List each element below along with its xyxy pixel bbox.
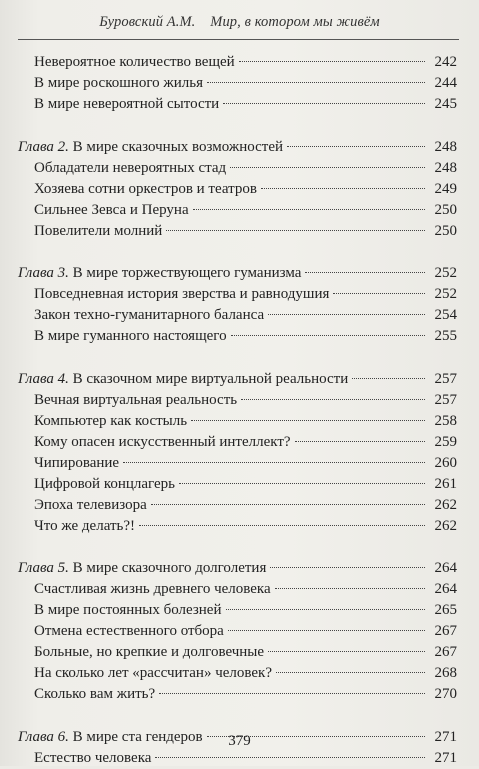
toc-page-number: 244 xyxy=(434,75,457,91)
toc-entry-text xyxy=(34,684,155,705)
toc-page-number: 267 xyxy=(434,623,457,639)
toc-entry-title: Естество человека xyxy=(34,749,152,766)
toc-page-number: 249 xyxy=(434,180,457,197)
toc-page-number: 252 xyxy=(434,265,457,281)
toc-page-number: 254 xyxy=(434,307,457,323)
toc-section-entry xyxy=(0,73,479,94)
toc-entry-title: Чипирование xyxy=(34,454,120,471)
toc-entry-title: Сколько вам жить? xyxy=(34,686,156,702)
running-head-author: Буровский А.М. xyxy=(99,14,196,30)
toc-entry-text xyxy=(34,390,237,411)
toc-entry-text xyxy=(34,495,147,516)
toc-chapter-entry xyxy=(0,137,479,158)
dot-leader xyxy=(123,461,425,463)
toc-entry-title: Сильнее Зевса и Перуна xyxy=(34,201,189,218)
dot-leader xyxy=(239,60,425,62)
dot-leader xyxy=(287,145,425,147)
toc-section-entry xyxy=(0,600,479,621)
toc-entry-text xyxy=(34,642,264,663)
dot-leader xyxy=(207,81,425,83)
toc-section-entry xyxy=(0,684,479,705)
dot-leader xyxy=(223,102,425,104)
chapter-label: Глава 3. xyxy=(18,265,69,281)
dot-leader xyxy=(166,229,425,231)
running-head xyxy=(0,14,479,31)
toc-section-entry xyxy=(0,390,479,411)
running-head-title: Мир, в котором мы живём xyxy=(210,14,380,30)
dot-leader xyxy=(352,377,425,379)
dot-leader xyxy=(230,166,425,168)
toc-entry-title: В мире сказочного долголетия xyxy=(72,560,267,576)
toc-page-number: 255 xyxy=(434,328,457,344)
toc-entry-title: Счастливая жизнь древнего человека xyxy=(34,581,271,597)
toc-page-number: 262 xyxy=(434,517,457,534)
toc-entry-title: В сказочном мире виртуальной реальности xyxy=(72,370,349,387)
toc-page-number: 248 xyxy=(434,138,457,155)
toc-page-number: 258 xyxy=(434,412,457,429)
chapter-gap xyxy=(0,705,479,727)
toc-page-number: 271 xyxy=(434,749,457,766)
dot-leader xyxy=(191,419,425,421)
toc-page-number: 265 xyxy=(434,602,457,618)
toc-entry-text xyxy=(34,94,219,115)
toc-section-entry xyxy=(0,621,479,642)
toc-entry-text xyxy=(34,284,329,305)
toc-section-entry xyxy=(0,200,479,221)
dot-leader xyxy=(155,756,425,758)
toc-entry-text xyxy=(34,52,235,73)
toc-entry-title: Эпоха телевизора xyxy=(34,496,147,513)
dot-leader xyxy=(275,587,425,589)
toc-page-number: 257 xyxy=(434,391,457,408)
toc-entry-text xyxy=(34,600,222,621)
toc-entry-title: Хозяева сотни оркестров и театров xyxy=(34,180,257,197)
toc-page-number: 271 xyxy=(434,728,457,745)
dot-leader xyxy=(270,566,425,568)
dot-leader xyxy=(268,313,425,315)
chapter-label: Глава 2. xyxy=(18,138,69,155)
toc-entry-title: В мире постоянных болезней xyxy=(34,602,222,618)
toc-section-entry xyxy=(0,284,479,305)
toc-entry-text xyxy=(34,179,257,200)
toc-entry-text xyxy=(34,221,162,242)
toc-chapter-entry xyxy=(0,369,479,390)
toc-section-entry xyxy=(0,663,479,684)
toc-entry-text xyxy=(34,474,175,495)
toc-section-entry xyxy=(0,158,479,179)
toc-entry-title: Отмена естественного отбора xyxy=(34,623,224,639)
toc-entry-text xyxy=(34,579,271,600)
dot-leader xyxy=(268,650,425,652)
toc-page-number: 262 xyxy=(434,496,457,513)
toc-entry-title: Больные, но крепкие и долговечные xyxy=(34,644,265,660)
toc-section-entry xyxy=(0,495,479,516)
table-of-contents xyxy=(0,52,479,769)
toc-entry-text xyxy=(18,263,301,284)
chapter-gap xyxy=(0,537,479,559)
dot-leader xyxy=(226,608,426,610)
toc-entry-title: Цифровой концлагерь xyxy=(34,475,176,492)
dot-leader xyxy=(179,482,425,484)
dot-leader xyxy=(261,187,425,189)
dot-leader xyxy=(305,271,425,273)
toc-entry-title: Обладатели невероятных стад xyxy=(34,159,227,176)
dot-leader xyxy=(231,334,425,336)
toc-entry-title: В мире сказочных возможностей xyxy=(72,138,284,155)
toc-entry-text xyxy=(34,326,227,347)
toc-entry-title: Повседневная история зверства и равнодушия xyxy=(34,286,330,302)
toc-section-entry xyxy=(0,453,479,474)
toc-entry-text xyxy=(34,663,272,684)
toc-section-entry xyxy=(0,474,479,495)
toc-chapter-entry xyxy=(0,558,479,579)
toc-entry-title: В мире ста гендеров xyxy=(72,728,203,745)
toc-entry-title: В мире гуманного настоящего xyxy=(34,328,227,344)
toc-entry-text xyxy=(18,137,283,158)
toc-section-entry xyxy=(0,642,479,663)
toc-entry-title: Повелители молний xyxy=(34,222,163,239)
toc-page-number: 250 xyxy=(434,222,457,239)
toc-entry-title: В мире торжествующего гуманизма xyxy=(72,265,302,281)
toc-page-number: 261 xyxy=(434,475,457,492)
toc-entry-title: Кому опасен искусственный интеллект? xyxy=(34,433,291,450)
toc-page-number: 248 xyxy=(434,159,457,176)
toc-section-entry xyxy=(0,411,479,432)
toc-section-entry xyxy=(0,326,479,347)
toc-entry-title: Что же делать?! xyxy=(34,517,136,534)
page-number: 379 xyxy=(228,733,251,749)
toc-entry-text xyxy=(34,621,224,642)
toc-entry-text xyxy=(34,516,135,537)
toc-page-number: 260 xyxy=(434,454,457,471)
toc-entry-text xyxy=(34,200,189,221)
toc-entry-text xyxy=(34,73,203,94)
toc-entry-title: На сколько лет «рассчитан» человек? xyxy=(34,665,272,681)
toc-page-number: 250 xyxy=(434,201,457,218)
toc-page-number: 252 xyxy=(434,286,457,302)
chapter-label: Глава 4. xyxy=(18,370,69,387)
toc-section-entry xyxy=(0,52,479,73)
toc-page-number: 264 xyxy=(434,560,457,576)
toc-entry-text xyxy=(34,432,291,453)
toc-section-entry xyxy=(0,516,479,537)
toc-page-number: 270 xyxy=(434,686,457,702)
toc-entry-title: В мире невероятной сытости xyxy=(34,96,220,112)
toc-section-entry xyxy=(0,748,479,769)
toc-entry-text xyxy=(34,748,151,769)
dot-leader xyxy=(139,524,425,526)
dot-leader xyxy=(193,208,425,210)
toc-page-number: 264 xyxy=(434,581,457,597)
toc-chapter-entry xyxy=(0,263,479,284)
chapter-gap xyxy=(0,347,479,369)
toc-page-number: 242 xyxy=(434,54,457,70)
toc-section-entry xyxy=(0,179,479,200)
chapter-gap xyxy=(0,242,479,264)
chapter-gap xyxy=(0,115,479,137)
toc-entry-title: В мире роскошного жилья xyxy=(34,75,203,91)
toc-entry-title: Компьютер как костыль xyxy=(34,412,188,429)
chapter-label: Глава 5. xyxy=(18,560,69,576)
toc-entry-text xyxy=(34,453,119,474)
dot-leader xyxy=(276,671,425,673)
toc-entry-title: Вечная виртуальная реальность xyxy=(34,391,238,408)
toc-entry-text xyxy=(18,558,266,579)
toc-page-number: 259 xyxy=(434,433,457,450)
toc-entry-text xyxy=(34,158,226,179)
toc-page-number: 267 xyxy=(434,644,457,660)
toc-entry-text xyxy=(34,411,187,432)
toc-section-entry xyxy=(0,579,479,600)
toc-section-entry xyxy=(0,305,479,326)
toc-section-entry xyxy=(0,94,479,115)
toc-page-number: 257 xyxy=(434,370,457,387)
toc-entry-title: Закон техно-гуманитарного баланса xyxy=(34,307,265,323)
toc-page-number: 268 xyxy=(434,665,457,681)
dot-leader xyxy=(333,292,425,294)
toc-entry-title: Невероятное количество вещей xyxy=(34,54,235,70)
toc-entry-text xyxy=(34,305,264,326)
dot-leader xyxy=(295,440,425,442)
dot-leader xyxy=(159,692,425,694)
toc-entry-text xyxy=(18,369,348,390)
dot-leader xyxy=(241,398,425,400)
dot-leader xyxy=(151,503,425,505)
header-rule xyxy=(18,39,459,40)
toc-page-number: 245 xyxy=(434,96,457,112)
toc-section-entry xyxy=(0,432,479,453)
dot-leader xyxy=(228,629,425,631)
chapter-label: Глава 6. xyxy=(18,728,69,745)
toc-section-entry xyxy=(0,221,479,242)
